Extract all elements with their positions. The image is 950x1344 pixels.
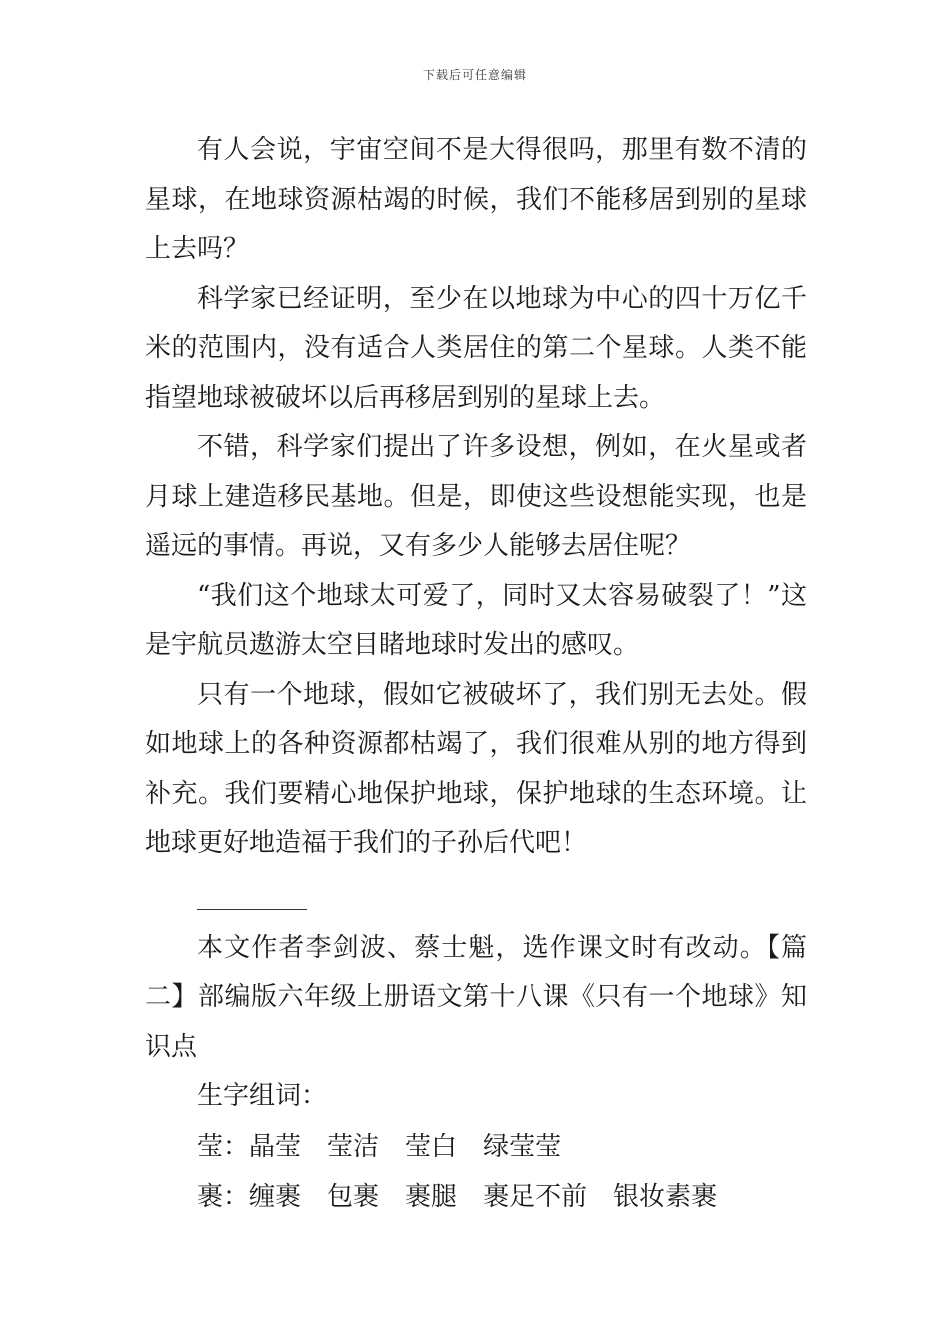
document-body: [145, 126, 807, 1222]
vocab-word: 裹足不前: [483, 1181, 588, 1212]
footnote-divider: [197, 909, 307, 910]
vocab-word: 莹洁: [327, 1131, 380, 1162]
vocab-word: 银妆素裹: [613, 1181, 718, 1212]
vocab-word: 裹腿: [405, 1181, 458, 1212]
vocab-word: 莹白: [405, 1131, 458, 1162]
author-note: 本文作者李剑波、蔡士魁，选作课文时有改动。【篇二】部编版六年级上册语文第十八课《只有一个地球》知识点: [145, 932, 807, 1062]
paragraph: 有人会说，宇宙空间不是大得很吗，那里有数不清的星球，在地球资源枯竭的时候，我们不能移居到别的星球上去吗？: [145, 135, 807, 264]
paragraph: 不错，科学家们提出了许多设想，例如，在火星或者月球上建造移民基地。但是，即使这些设想能实现，也是遥远的事情。再说，又有多少人能够去居住呢？: [145, 432, 807, 561]
paragraph: 科学家已经证明，至少在以地球为中心的四十万亿千米的范围内，没有适合人类居住的第二个星球。人类不能指望地球被破坏以后再移居到别的星球上去。: [145, 283, 807, 413]
vocab-char: 莹：: [197, 1131, 250, 1162]
vocab-row: [145, 1122, 807, 1172]
vocab-char: 裹：: [197, 1181, 250, 1212]
paragraph: “我们这个地球太可爱了，同时又太容易破裂了！”这是宇航员遨游太空目睹地球时发出的感叹。: [145, 580, 807, 660]
paragraph: 只有一个地球，假如它被破坏了，我们别无去处。假如地球上的各种资源都枯竭了，我们很难从别的地方得到补充。我们要精心地保护地球，保护地球的生态环境。让地球更好地造福于我们的子孙后代吧！: [145, 679, 807, 858]
vocab-row: [145, 1172, 807, 1222]
vocab-word: 绿莹莹: [483, 1131, 562, 1162]
vocab-word: 包裹: [327, 1181, 380, 1212]
vocab-word: 晶莹: [249, 1131, 302, 1162]
vocab-word: 缠裹: [249, 1181, 302, 1212]
page-header: 下载后可任意编辑: [422, 68, 527, 82]
vocab-heading: 生字组词：: [197, 1081, 328, 1111]
